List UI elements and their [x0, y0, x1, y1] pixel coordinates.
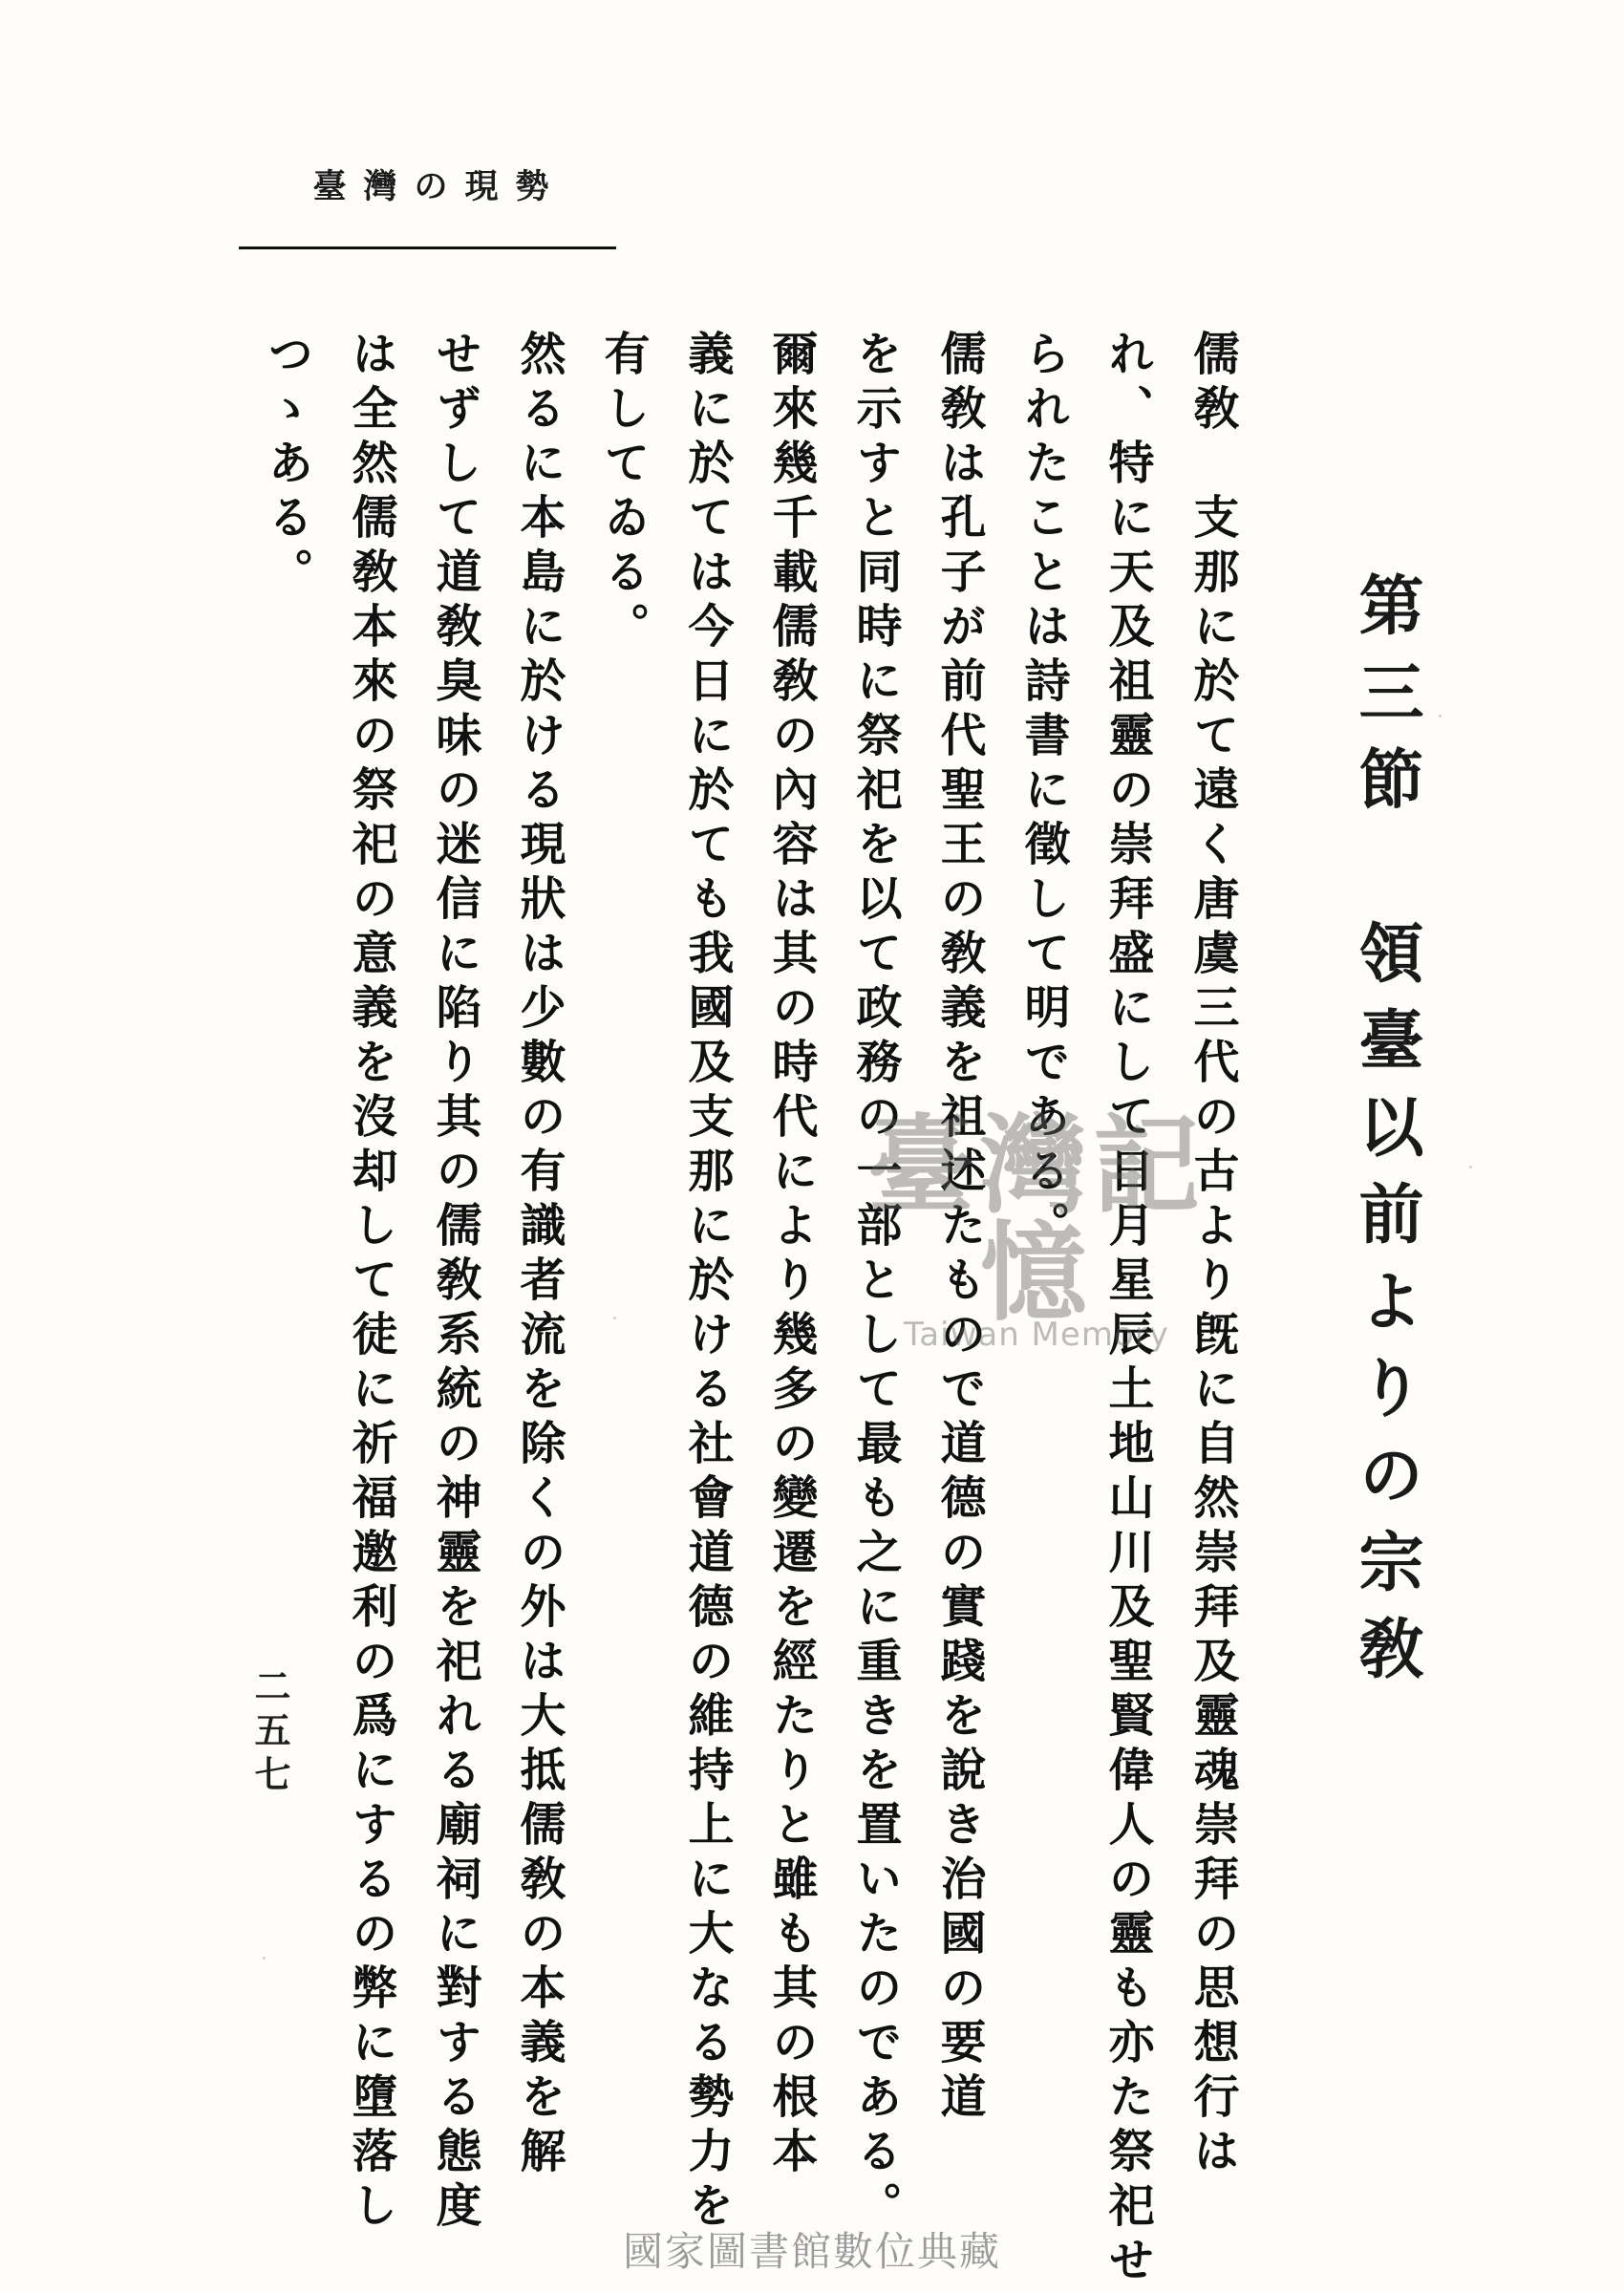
body-column-10: せずして道敎臭味の迷信に陷り其の儒敎系統の神靈を祀れる廟祠に對する態度	[428, 330, 481, 2236]
watermark-main: 臺灣記憶	[867, 1104, 1206, 1336]
scan-speck	[1439, 715, 1442, 718]
body-column-9: 然るに本島に於ける現狀は少數の有識者流を除くの外は大抵儒敎の本義を解	[512, 330, 566, 2181]
body-column-8: 有してゐる。	[596, 330, 650, 656]
scan-speck	[1469, 1166, 1472, 1168]
body-column-1: 儒敎 支那に於て遠く唐虞三代の古より旣に自然崇拜及靈魂崇拜の思想行は	[1186, 330, 1239, 2181]
page-number: 二五七	[248, 1667, 291, 1799]
watermark-sub: Taiwan Memory	[904, 1316, 1169, 1354]
running-head: 臺灣の現勢	[312, 167, 566, 206]
body-column-2: れ、特に天及祖靈の崇拜盛にして日月星辰土地山川及聖賢偉人の靈も亦た祭祀せ	[1100, 330, 1154, 2290]
body-column-5: を示すと同時に祭祀を以て政務の一部として最も之に重きを置いたのである。	[848, 330, 902, 2236]
body-column-11: は全然儒敎本來の祭祀の意義を沒却して徒に祈福邀利の爲にするの弊に墮落し	[344, 330, 397, 2236]
body-column-7: 義に於ては今日に於ても我國及支那に於ける社會道德の維持上に大なる勢力を	[680, 330, 734, 2236]
body-column-6: 爾來幾千載儒敎の內容は其の時代により幾多の變遷を經たりと雖も其の根本	[764, 330, 818, 2181]
footer-credit: 國家圖書館數位典藏	[622, 2228, 1001, 2275]
body-column-4: 儒敎は孔子が前代聖王の敎義を祖述たもので道德の實踐を說き治國の要道	[932, 330, 986, 2127]
scan-speck	[263, 1957, 266, 1960]
scan-speck	[613, 1317, 616, 1319]
body-column-3: られたことは詩書に徵して明である。	[1016, 330, 1070, 1255]
section-title: 第三節 領臺以前よりの宗敎	[1348, 571, 1424, 1702]
body-column-12: つゝある。	[260, 330, 313, 602]
header-rule	[239, 246, 616, 249]
